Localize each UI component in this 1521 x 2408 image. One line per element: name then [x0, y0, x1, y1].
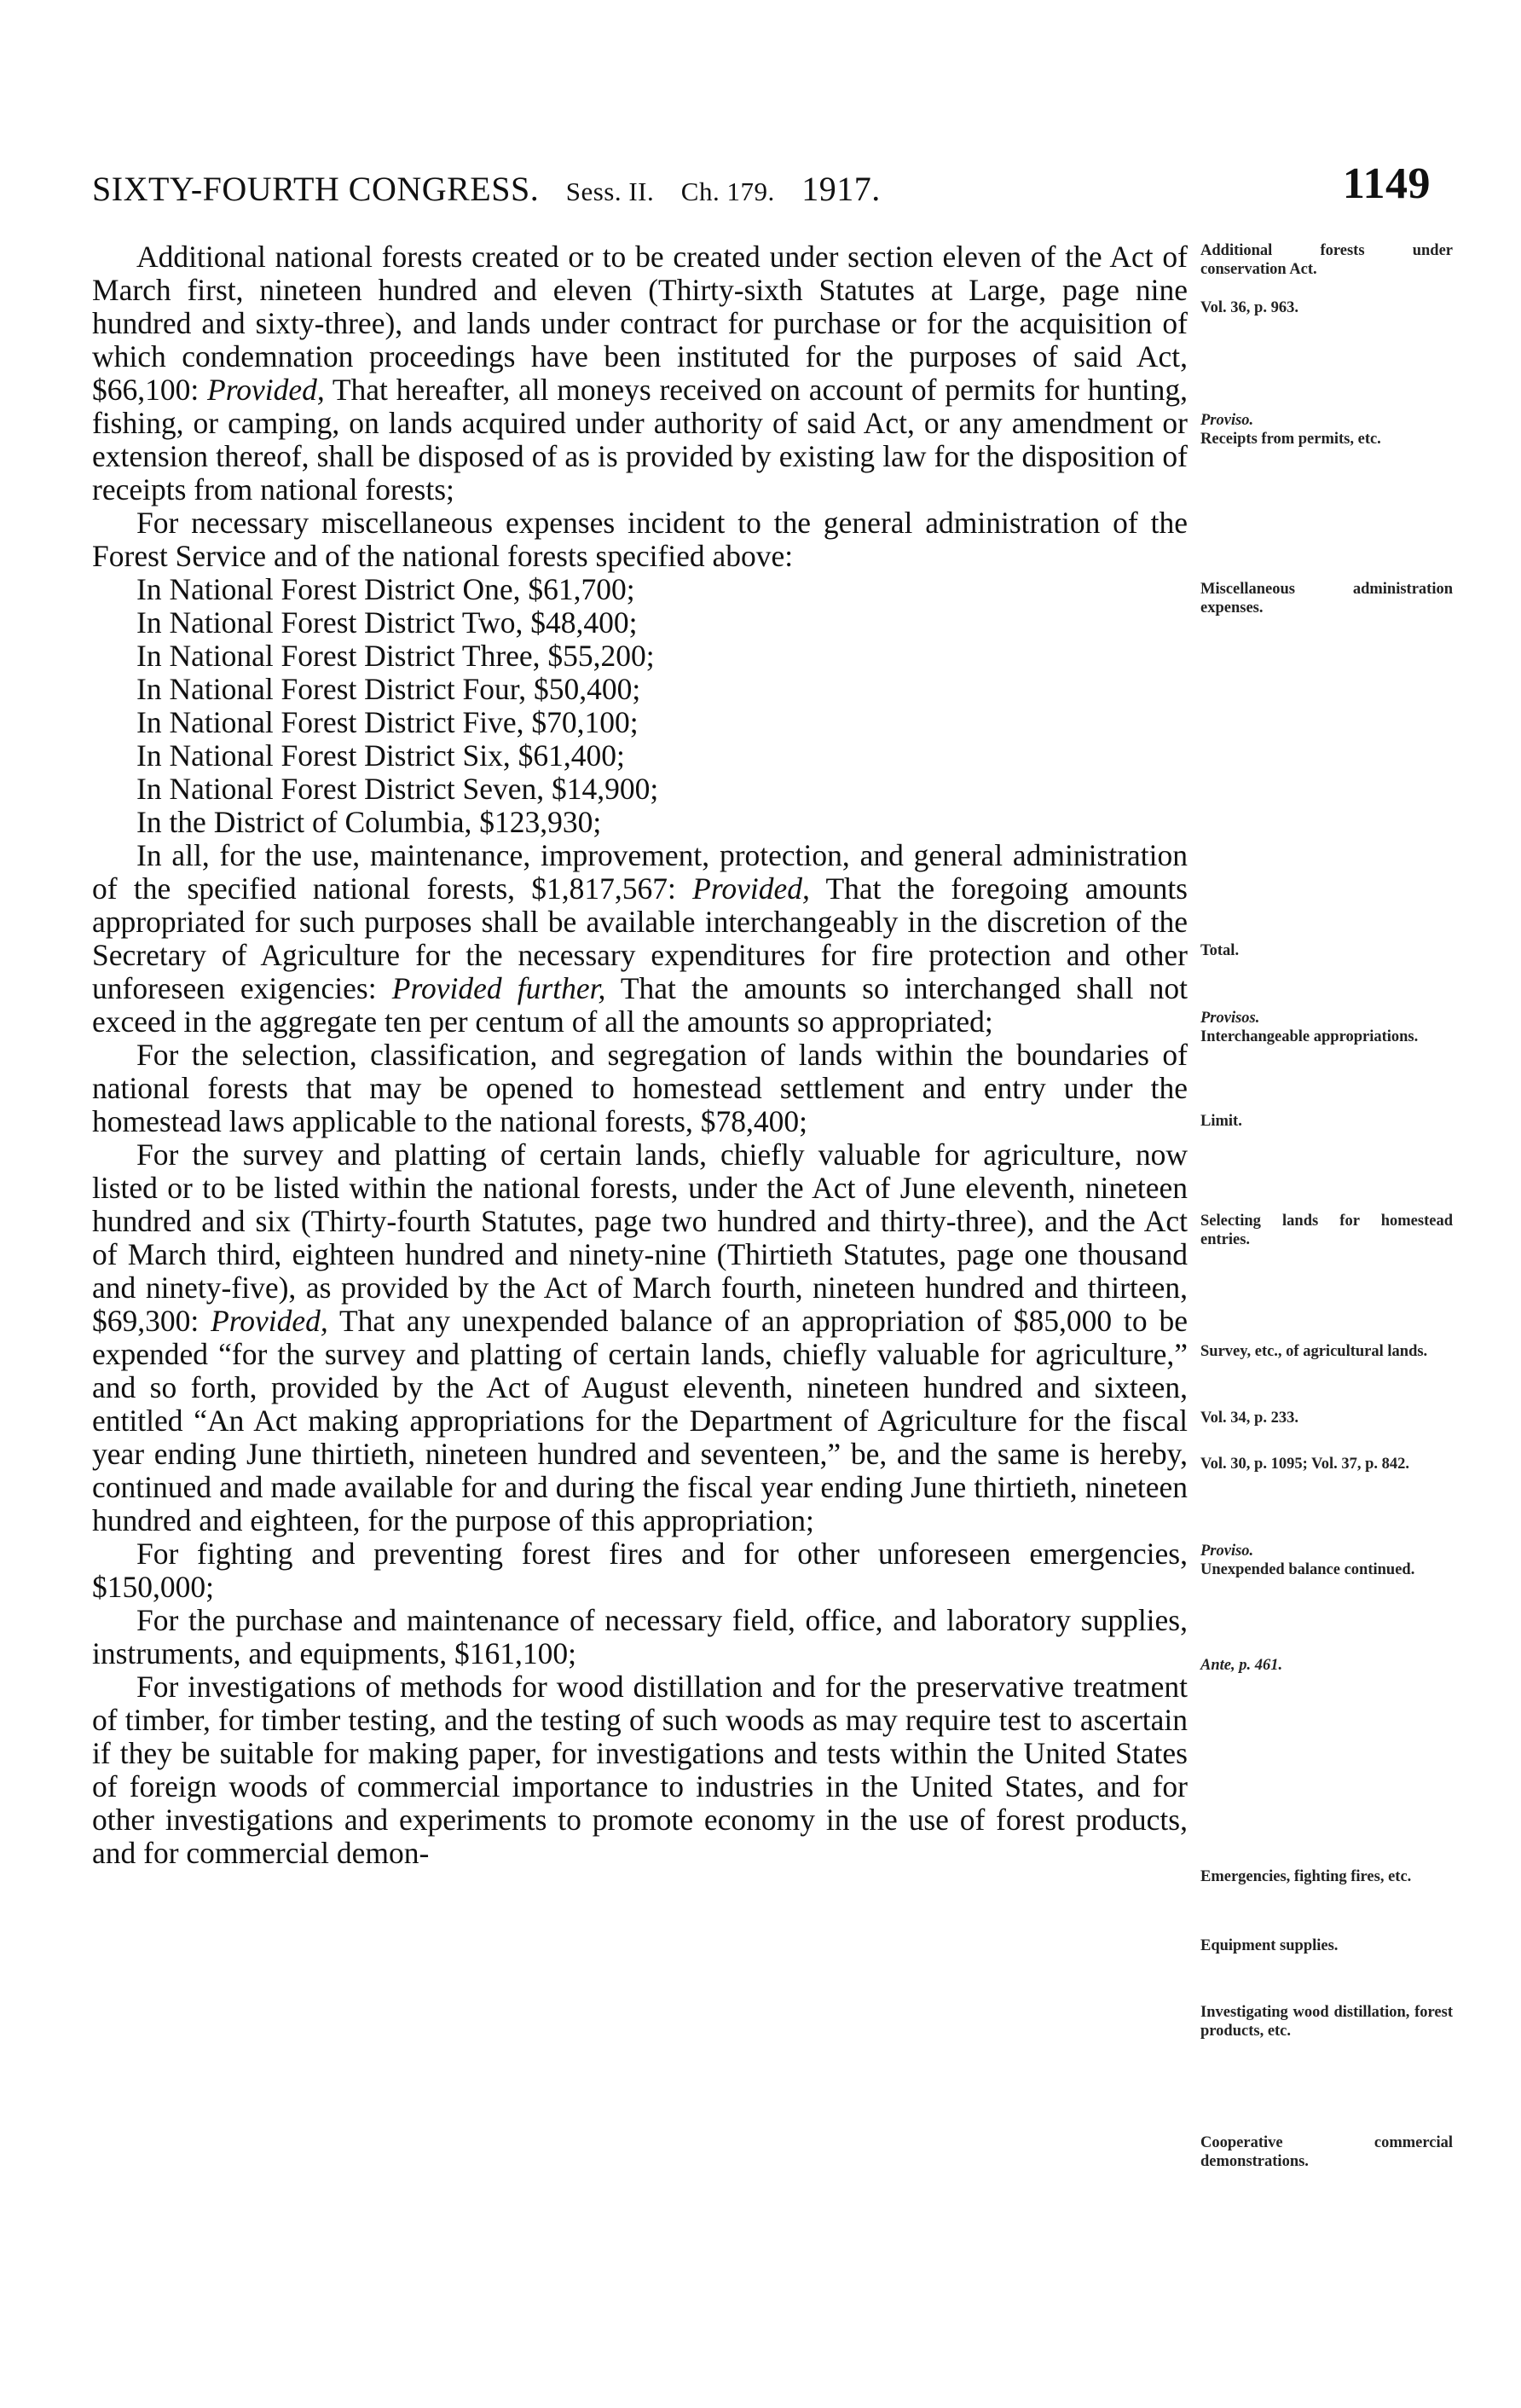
district-item: In National Forest District Four, $50,400;: [136, 672, 641, 706]
district-item: In National Forest District One, $61,700;: [136, 572, 635, 606]
district-item: In National Forest District Three, $55,200;: [136, 639, 655, 673]
margin-note: Survey, etc., of agricultural lands.: [1200, 1343, 1428, 1360]
margin-note-total: Total.: [1200, 942, 1240, 959]
paragraph-fire-fighting: For fighting and preventing forest fires and for other unforeseen emergencies, $150,000;: [92, 1537, 1188, 1604]
margin-note: Miscellaneous administration expenses.: [1200, 581, 1453, 616]
margin-note: Unexpended balance continued.: [1200, 1561, 1415, 1578]
margin-note-proviso: Provisos.: [1200, 1010, 1260, 1027]
district-item: In the District of Columbia, $123,930;: [136, 805, 602, 839]
margin-note: Interchangeable appropriations.: [1200, 1028, 1419, 1045]
margin-note: Receipts from permits, etc.: [1200, 431, 1381, 448]
district-item: In National Forest District Seven, $14,900;: [136, 772, 659, 806]
page-number: 1149: [1342, 159, 1431, 208]
district-item: In National Forest District Two, $48,400;: [136, 605, 638, 640]
margin-note: Investigating wood distillation, forest products, etc.: [1200, 2004, 1453, 2040]
congress-title: SIXTY-FOURTH CONGRESS.: [92, 170, 540, 208]
district-item: In National Forest District Five, $70,100;: [136, 705, 639, 739]
paragraph-investigations: For investigations of methods for wood distillation and for the preservative treatment of timber, for timber testing, and the testing of such woods as may require test to ascertain if they be suitable for making paper, for investigations and tests within the United States of foreign woods of commercial importance to industries in the United States, and for other investigations and experiments to promote economy in the use of forest products, and for commercial demon-: [92, 1670, 1188, 1870]
paragraph-survey: For the survey and platting of certain lands, chiefly valuable for agriculture, now listed or to be listed within the national forests, under the Act of June eleventh, nineteen hundred and six (Thirty-fourth Statutes, page two hundred and thirty-three), and the Act of March third, eighteen hundred and ninety-nine (Thirtieth Statutes, page one thousand and ninety-five), as provided by the Act of March fourth, nineteen hundred and thirteen, $69,300: Provided, That any unexpended balance of an appropriation of $85,000 to be expended “for the survey and platting of certain lands, chiefly valuable for agriculture,” and so forth, provided by the Act of August eleventh, nineteen hundred and sixteen, entitled “An Act making appropriations for the Department of Agriculture for the fiscal year ending June thirtieth, nineteen hundred and seventeen,” be, and the same is hereby, continued and made available for and during the fiscal year ending June thirtieth, nineteen hundred and eighteen, for the purpose of this appropriation;: [92, 1137, 1188, 1537]
page-header: [92, 159, 1431, 220]
district-item: In National Forest District Six, $61,400;: [136, 738, 625, 773]
paragraph-selection: For the selection, classification, and segregation of lands within the boundaries of national forests that may be opened to homestead settlement and entry under the homestead laws applicable to the national forests, $78,400;: [92, 1038, 1188, 1138]
statute-body: [92, 240, 1188, 1870]
paragraph-total: In all, for the use, maintenance, improvement, protection, and general administration of the specified national forests, $1,817,567: Provided, That the foregoing amounts appropriated for such purposes shall be available interchangeably in the discretion of the Secretary of Agriculture for the necessary expenditures for fire protection and other unforeseen exigencies: Provided further, That the amounts so interchanged shall not exceed in the aggregate ten per centum of all the amounts so appropriated;: [92, 838, 1188, 1039]
paragraph-misc-expenses: For necessary miscellaneous expenses incident to the general administration of the Forest Service and of the national forests specified above:: [92, 506, 1188, 573]
margin-note-citation: Vol. 30, p. 1095; Vol. 37, p. 842.: [1200, 1456, 1410, 1473]
margin-note: Cooperative commercial demonstrations.: [1200, 2134, 1453, 2170]
margin-note-citation: Vol. 36, p. 963.: [1200, 299, 1298, 316]
margin-note: Selecting lands for homestead entries.: [1200, 1213, 1453, 1248]
margin-note: Limit.: [1200, 1113, 1242, 1130]
paragraph-additional-forests: Additional national forests created or to be created under section eleven of the Act of March first, nineteen hundred and eleven (Thirty-sixth Statutes at Large, page nine hundred and sixty-three), and lands under contract for purchase or for the acquisition of which condemnation proceedings have been instituted for the purposes of said Act, $66,100: Provided, That hereafter, all moneys received on account of permits for hunting, fishing, or camping, on lands acquired under authority of said Act, or any amendment or extension thereof, shall be disposed of as is provided by existing law for the disposition of receipts from national forests;: [92, 240, 1188, 506]
margin-note-proviso: Proviso.: [1200, 1543, 1254, 1560]
margin-note: Equipment supplies.: [1200, 1937, 1339, 1954]
margin-note: Additional forests under conservation Act.: [1200, 242, 1453, 278]
margin-note-proviso: Proviso.: [1200, 412, 1254, 429]
margin-note-citation: Ante, p. 461.: [1200, 1657, 1283, 1674]
year-label: 1917.: [801, 170, 881, 208]
chapter-label: Ch. 179.: [680, 177, 775, 206]
paragraph-supplies: For the purchase and maintenance of necessary field, office, and laboratory supplies, instruments, and equipments, $161,100;: [92, 1603, 1188, 1670]
running-title: [92, 169, 881, 209]
margin-note-citation: Vol. 34, p. 233.: [1200, 1409, 1298, 1427]
session-label: Sess. II.: [565, 177, 655, 206]
margin-note: Emergencies, fighting fires, etc.: [1200, 1868, 1412, 1885]
